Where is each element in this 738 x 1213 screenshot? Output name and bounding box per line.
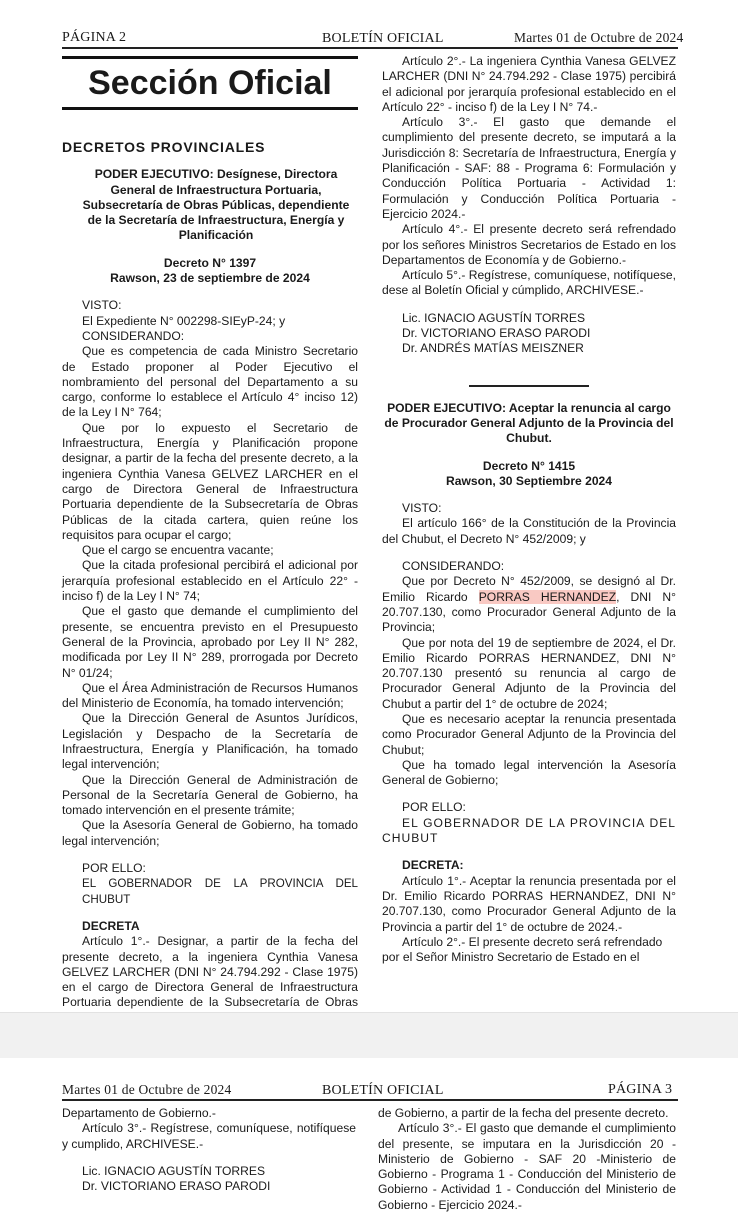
signature-name: Lic. IGNACIO AGUSTÍN TORRES bbox=[82, 1163, 266, 1178]
por-ello-label: POR ELLO: bbox=[402, 800, 466, 815]
header-rule bbox=[62, 1099, 678, 1101]
left-column bbox=[62, 1106, 356, 1194]
considerando-label: CONSIDERANDO: bbox=[82, 328, 185, 343]
header-publication-title: BOLETÍN OFICIAL bbox=[322, 31, 444, 46]
article-2: Artículo 2°.- El presente decreto será refrendado por el Señor Ministro Secretario de Estado en el bbox=[382, 934, 663, 965]
considerando-paragraph: Que ha tomado legal intervención la Asesoría General de Gobierno; bbox=[382, 757, 676, 788]
article-2: Artículo 2°.- La ingeniera Cynthia Vanesa GELVEZ LARCHER (DNI N° 24.794.292 - Clase 1975) percibirá el adicional por jerarquía profesional establecido en el Artículo 22° - inciso f) de la Ley I N° 74.- bbox=[382, 54, 676, 114]
article-3: Artículo 3°.- Regístrese, comuníquese, notifíquese y cumplido, ARCHIVESE.- bbox=[62, 1121, 356, 1151]
page-3 bbox=[0, 1058, 738, 1212]
header-rule bbox=[62, 47, 678, 49]
decree-1415-subtitle: PODER EJECUTIVO: Aceptar la renuncia al cargo de Procurador General Adjunto de la Provincia del Chubut. bbox=[384, 400, 674, 446]
considerando-paragraph: Que por lo expuesto el Secretario de Infraestructura, Energía y Planificación propone designar, a partir de la fecha del presente decreto, a la ingeniera Cynthia Vanesa GELVEZ LARCHER en el cargo de Directora General de Infraestructura Portuaria dependiente de la Subsecretaría de Obras Públicas de la citada cartera, quien reúne los requisitos para ocupar el cargo; bbox=[62, 420, 358, 542]
considerando-paragraph: Que la citada profesional percibirá el adicional por jerarquía profesional establecido en el Artículo 22° - inciso f) de la Ley I N° 74; bbox=[62, 558, 358, 604]
decree-1397-number: Decreto N° 1397 bbox=[163, 255, 257, 270]
paragraph-text: Que por Decreto N° 452/2009, se designó al Dr. Emilio Ricardo bbox=[382, 574, 676, 604]
signature-block bbox=[62, 1164, 356, 1195]
decree-1397-date: Rawson, 23 de septiembre de 2024 bbox=[110, 271, 310, 286]
considerando-paragraph: Que el gasto que demande el cumplimiento del presente, se encuentra previsto en el Presupuesto General de la Provincia, aprobado por Ley II N° 282, modificada por Ley II N° 289, prorrogada por Decreto N° 01/24; bbox=[62, 604, 358, 680]
header-page-number: PÁGINA 2 bbox=[62, 30, 127, 45]
expediente-text: El Expediente N° 002298-SIEyP-24; y bbox=[82, 313, 286, 328]
article-3: Artículo 3°.- El gasto que demande el cumplimiento del presente, se imputara en la Jurisdicción 20 - Ministerio de Gobierno - SAF 20 -Ministerio de Gobierno - Programa 1 - Conducción del Ministerio de Gobierno - Actividad 1 - Conducción del Ministerio de Gobierno - Ejercicio 2024.- bbox=[378, 1121, 676, 1212]
article-5: Artículo 5°.- Regístrese, comuníquese, notifíquese, dese al Boletín Oficial y cúmplido, ARCHIVESE.- bbox=[382, 268, 676, 298]
considerando-paragraph: Que la Dirección General de Asuntos Jurídicos, Legislación y Despacho de la Secretaría de Infraestructura, Energía y Planificación, ha tomado legal intervención; bbox=[62, 711, 358, 772]
article-3: Artículo 3°.- El gasto que demande el cumplimiento del presente decreto, se imputará a la Jurisdicción 8: Secretaría de Infraestructura, Energía y Planificación - SAF: 88 - Programa 6: Formulación y Conducción Política Portuaria - Actividad 1: Formulación y Conducción Política Portuaria - Ejercicio 2024.- bbox=[382, 115, 676, 221]
right-column bbox=[382, 54, 676, 965]
considerando-paragraph: Que la Asesoría General de Gobierno, ha tomado legal intervención; bbox=[62, 818, 358, 848]
decree-1415-date: Rawson, 30 Septiembre 2024 bbox=[445, 473, 613, 488]
decree-1415-number: Decreto N° 1415 bbox=[482, 458, 576, 473]
considerando-paragraph: Que la Dirección General de Administración de Personal de la Secretaría General de Gobierno, ha tomado intervención en el presente trámite; bbox=[62, 772, 358, 818]
gobernador-line: EL GOBERNADOR DE LA PROVINCIA DEL CHUBUT bbox=[82, 877, 358, 906]
paragraph-text: Departamento de Gobierno.- bbox=[62, 1106, 216, 1120]
visto-label: VISTO: bbox=[82, 298, 122, 313]
highlighted-name: PORRAS HERNANDEZ bbox=[478, 589, 617, 604]
gobernador-line: EL GOBERNADOR DE LA PROVINCIA DEL CHUBUT bbox=[382, 815, 676, 846]
considerando-paragraph: Que el cargo se encuentra vacante; bbox=[82, 543, 274, 558]
paragraph-text: , DNI N° 20.707.130, como Procurador General Adjunto de la Provincia; bbox=[382, 589, 676, 635]
page-gap bbox=[0, 1012, 738, 1059]
signature-block bbox=[382, 311, 676, 357]
decretos-heading: DECRETOS PROVINCIALES bbox=[62, 139, 266, 155]
header-publication-title: BOLETÍN OFICIAL bbox=[322, 1083, 444, 1098]
considerando-paragraph: Que el Área Administración de Recursos Humanos del Ministerio de Economía, ha tomado intervención; bbox=[62, 680, 358, 711]
right-column bbox=[378, 1106, 676, 1213]
section-title: Sección Oficial bbox=[62, 56, 358, 110]
header-date: Martes 01 de Octubre de 2024 bbox=[62, 1082, 232, 1097]
left-column bbox=[62, 140, 358, 1041]
signature-name: Dr. VICTORIANO ERASO PARODI bbox=[402, 326, 591, 341]
header-date: Martes 01 de Octubre de 2024 bbox=[514, 30, 684, 45]
considerando-label: CONSIDERANDO: bbox=[402, 559, 505, 574]
signature-name: Lic. IGNACIO AGUSTÍN TORRES bbox=[402, 310, 586, 325]
article-1: Artículo 1°.- Designar, a partir de la fecha del presente decreto, a la ingeniera Cynthia Vanesa GELVEZ LARCHER (DNI N° 24.794.292 - Clase 1975) en el cargo de Directora General de Infraestructura Portuaria dependiente de la Subsecretaría de Obras bbox=[62, 934, 358, 1010]
signature-name: Dr. VICTORIANO ERASO PARODI bbox=[82, 1179, 271, 1194]
visto-label: VISTO: bbox=[402, 501, 442, 516]
header-page-number: PÁGINA 3 bbox=[608, 1082, 673, 1097]
considerando-paragraph bbox=[382, 574, 676, 635]
article-4: Artículo 4°.- El presente decreto será refrendado por los señores Ministros Secretarios de Estado en los Departamentos de Economía y de Gobierno.- bbox=[382, 222, 676, 267]
decreta-label: DECRETA bbox=[82, 918, 140, 933]
decreta-label: DECRETA: bbox=[402, 858, 464, 873]
considerando-paragraph: Que por nota del 19 de septiembre de 2024, el Dr. Emilio Ricardo PORRAS HERNANDEZ, DNI N° 20.707.130 presentó su renuncia al cargo de Procurador General Adjunto de la Provincia del Chubut a partir del 1° de octubre de 2024; bbox=[382, 635, 676, 711]
considerando-paragraph: Que es competencia de cada Ministro Secretario de Estado proponer al Poder Ejecutivo el nombramiento del personal del Departamento a su cargo, conforme lo establece el Artículo 4° inciso 12) de la Ley I N° 764; bbox=[62, 344, 358, 420]
paragraph-text: de Gobierno, a partir de la fecha del presente decreto. bbox=[378, 1106, 669, 1120]
article-1: Artículo 1°.- Aceptar la renuncia presentada por el Dr. Emilio Ricardo PORRAS HERNANDEZ, DNI N° 20.707.130, como Procurador General Adjunto de la Provincia a partir del 1° de octubre de 2024.- bbox=[382, 873, 676, 934]
signature-name: Dr. ANDRÉS MATÍAS MEISZNER bbox=[402, 341, 584, 356]
considerando-paragraph: Que es necesario aceptar la renuncia presentada como Procurador General Adjunto de la Provincia del Chubut; bbox=[382, 711, 676, 757]
decree-1397-subtitle: PODER EJECUTIVO: Desígnese, Directora General de Infraestructura Portuaria, Subsecretaría de Obras Públicas, dependiente de la Secretaría de Infraestructura, Energía y Planificación bbox=[82, 167, 350, 243]
por-ello-label: POR ELLO: bbox=[82, 861, 146, 876]
visto-text: El artículo 166° de la Constitución de la Provincia del Chubut, el Decreto N° 452/2009; y bbox=[382, 516, 676, 546]
